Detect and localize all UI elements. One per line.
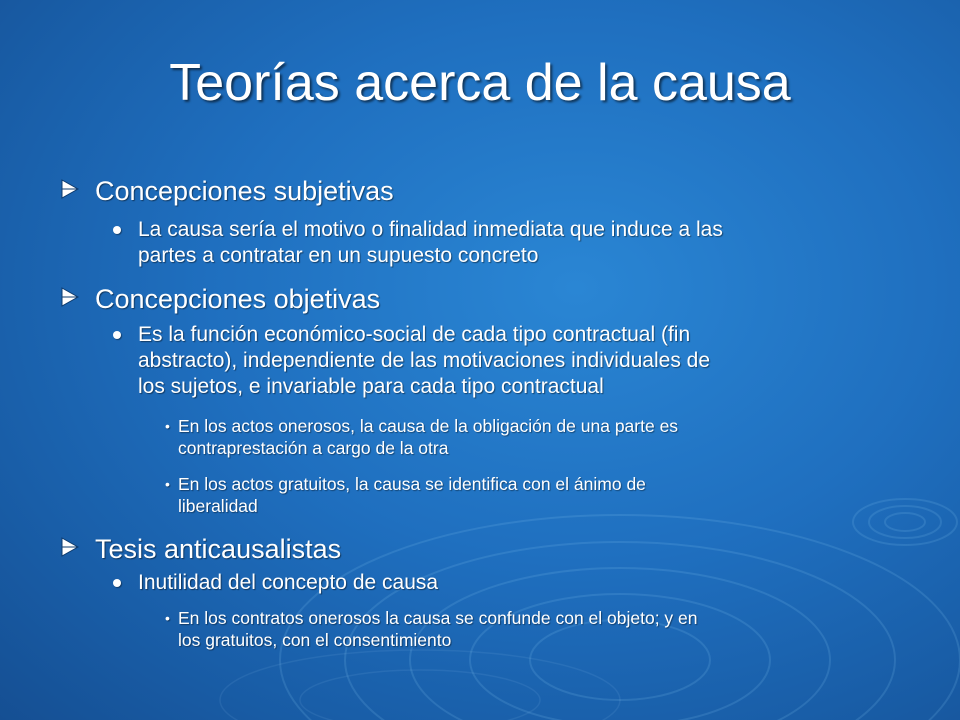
bullet-tesis-anticausalistas <box>95 533 341 565</box>
small-dot-bullet-icon: • <box>165 476 170 492</box>
subsubbullet-line: contraprestación a cargo de la otra <box>178 438 449 458</box>
bullet-text: Concepciones subjetivas <box>95 176 394 206</box>
subsubbullet-actos-gratuitos <box>165 473 646 517</box>
subbullet-line: Inutilidad del concepto de causa <box>138 571 439 594</box>
dot-bullet-icon <box>113 579 121 587</box>
subbullet-line: Es la función económico-social de cada tipo contractual (fin <box>138 323 691 346</box>
dot-bullet-icon <box>113 331 121 339</box>
subsubbullet-line: En los contratos onerosos la causa se confunde con el objeto; y en <box>178 608 698 628</box>
subsubbullet-contratos-onerosos <box>165 607 698 651</box>
subsubbullet-line: los gratuitos, con el consentimiento <box>178 630 452 650</box>
subsubbullet-line: En los actos onerosos, la causa de la obligación de una parte es <box>178 416 679 436</box>
subbullet-line: partes a contratar en un supuesto concreto <box>138 244 539 267</box>
subsubbullet-line: liberalidad <box>178 496 258 516</box>
subbullet-causa-motivo <box>138 217 723 269</box>
subsubbullet-line: En los actos gratuitos, la causa se identifica con el ánimo de <box>178 474 646 494</box>
subbullet-inutilidad <box>138 570 438 596</box>
small-dot-bullet-icon: • <box>165 610 170 626</box>
bullet-concepciones-subjetivas <box>95 175 394 207</box>
arrow-bullet-icon <box>59 286 81 308</box>
dot-bullet-icon <box>113 226 121 234</box>
bullet-text: Concepciones objetivas <box>95 284 381 314</box>
bullet-text: Tesis anticausalistas <box>95 534 342 564</box>
bullet-concepciones-objetivas <box>95 283 380 315</box>
subbullet-line: La causa sería el motivo o finalidad inmediata que induce a las <box>138 218 723 241</box>
arrow-bullet-icon <box>59 178 81 200</box>
subbullet-line: abstracto), independiente de las motivaciones individuales de <box>138 349 711 372</box>
subbullet-line: los sujetos, e invariable para cada tipo contractual <box>138 375 604 398</box>
arrow-bullet-icon <box>59 536 81 558</box>
slide-title: Teorías acerca de la causa <box>169 54 791 112</box>
small-dot-bullet-icon: • <box>165 418 170 434</box>
subsubbullet-actos-onerosos <box>165 415 679 459</box>
subbullet-funcion-economico-social <box>138 322 710 400</box>
